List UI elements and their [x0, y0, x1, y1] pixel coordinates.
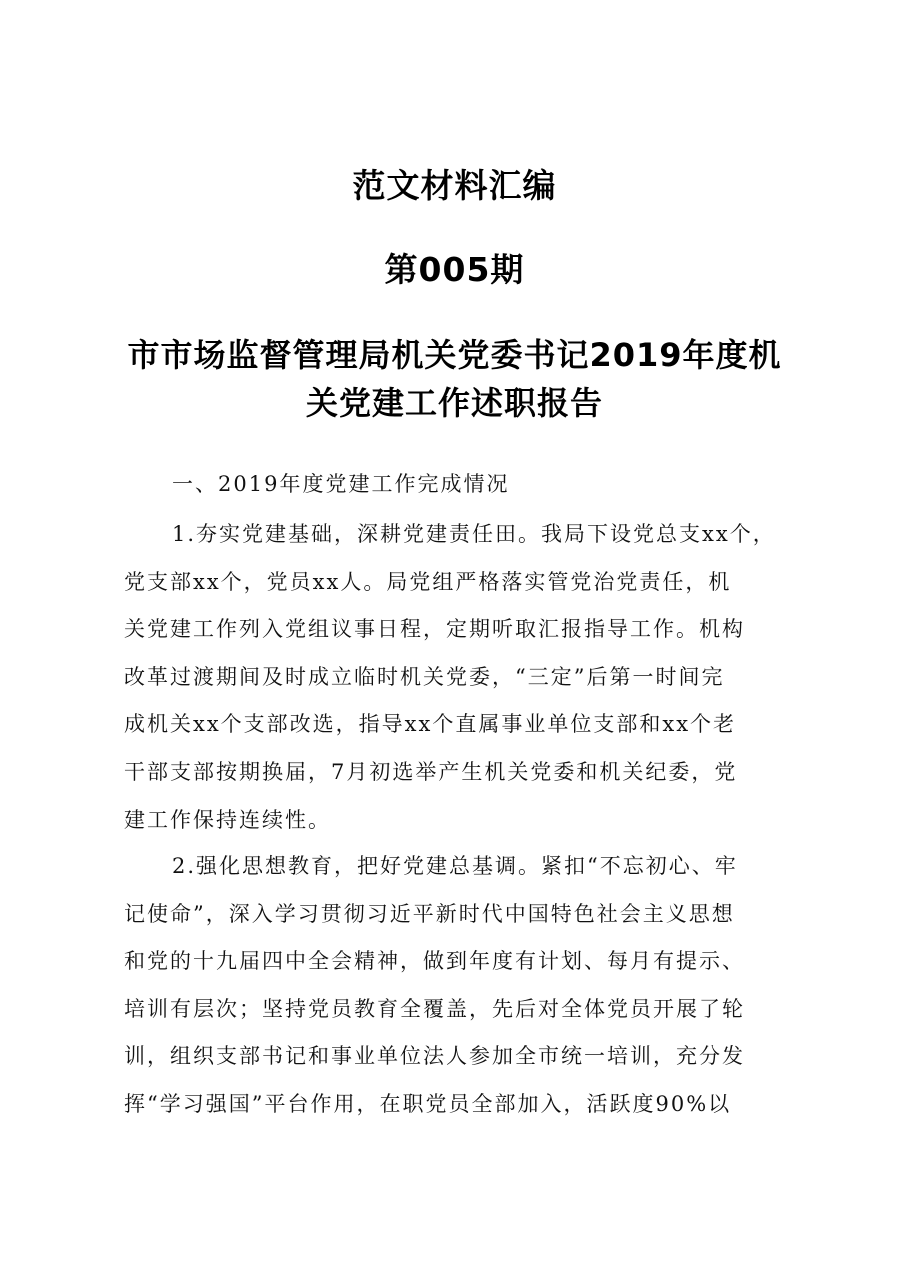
paragraph-line: 党支部xx个，党员xx人。局党组严格落实管党治党责任，机: [124, 569, 732, 594]
paragraph-line: 挥“学习强国”平台作用，在职党员全部加入，活跃度90%以: [124, 1091, 732, 1116]
issue-label: 第005期: [384, 250, 525, 289]
collection-title: 范文材料汇编: [352, 166, 557, 205]
paragraph-line: 培训有层次；坚持党员教育全覆盖，先后对全体党员开展了轮: [124, 996, 745, 1021]
paragraph-line: 关党建工作列入党组议事日程，定期听取汇报指导工作。机构: [124, 617, 745, 642]
paragraph-line: 成机关xx个支部改选，指导xx个直属事业单位支部和xx个老: [124, 712, 737, 737]
paragraph-line: 记使命”，深入学习贯彻习近平新时代中国特色社会主义思想: [124, 901, 735, 926]
paragraph-line: 改革过渡期间及时成立临时机关党委，“三定”后第一时间完: [124, 664, 725, 689]
paragraph-1: [124, 511, 796, 844]
paragraph-2: [124, 843, 796, 1129]
paragraph-line: 训，组织支部书记和事业单位法人参加全市统一培训，充分发: [124, 1044, 745, 1069]
paragraph-line: 和党的十九届四中全会精神，做到年度有计划、每月有提示、: [124, 949, 745, 974]
report-title-line-1: 市市场监督管理局机关党委书记2019年度机: [127, 336, 782, 374]
section-heading: 一、2019年度党建工作完成情况: [172, 472, 510, 496]
paragraph-line: 建工作保持连续性。: [124, 807, 331, 832]
paragraph-line: 1.夯实党建基础，深耕党建责任田。我局下设党总支xx个，: [172, 522, 776, 546]
paragraph-line: 干部支部按期换届，7月初选举产生机关党委和机关纪委，党: [124, 759, 738, 784]
paragraph-line: 2.强化思想教育，把好党建总基调。紧扣“不忘初心、牢: [172, 854, 738, 878]
report-title-line-2: 关党建工作述职报告: [305, 384, 603, 422]
